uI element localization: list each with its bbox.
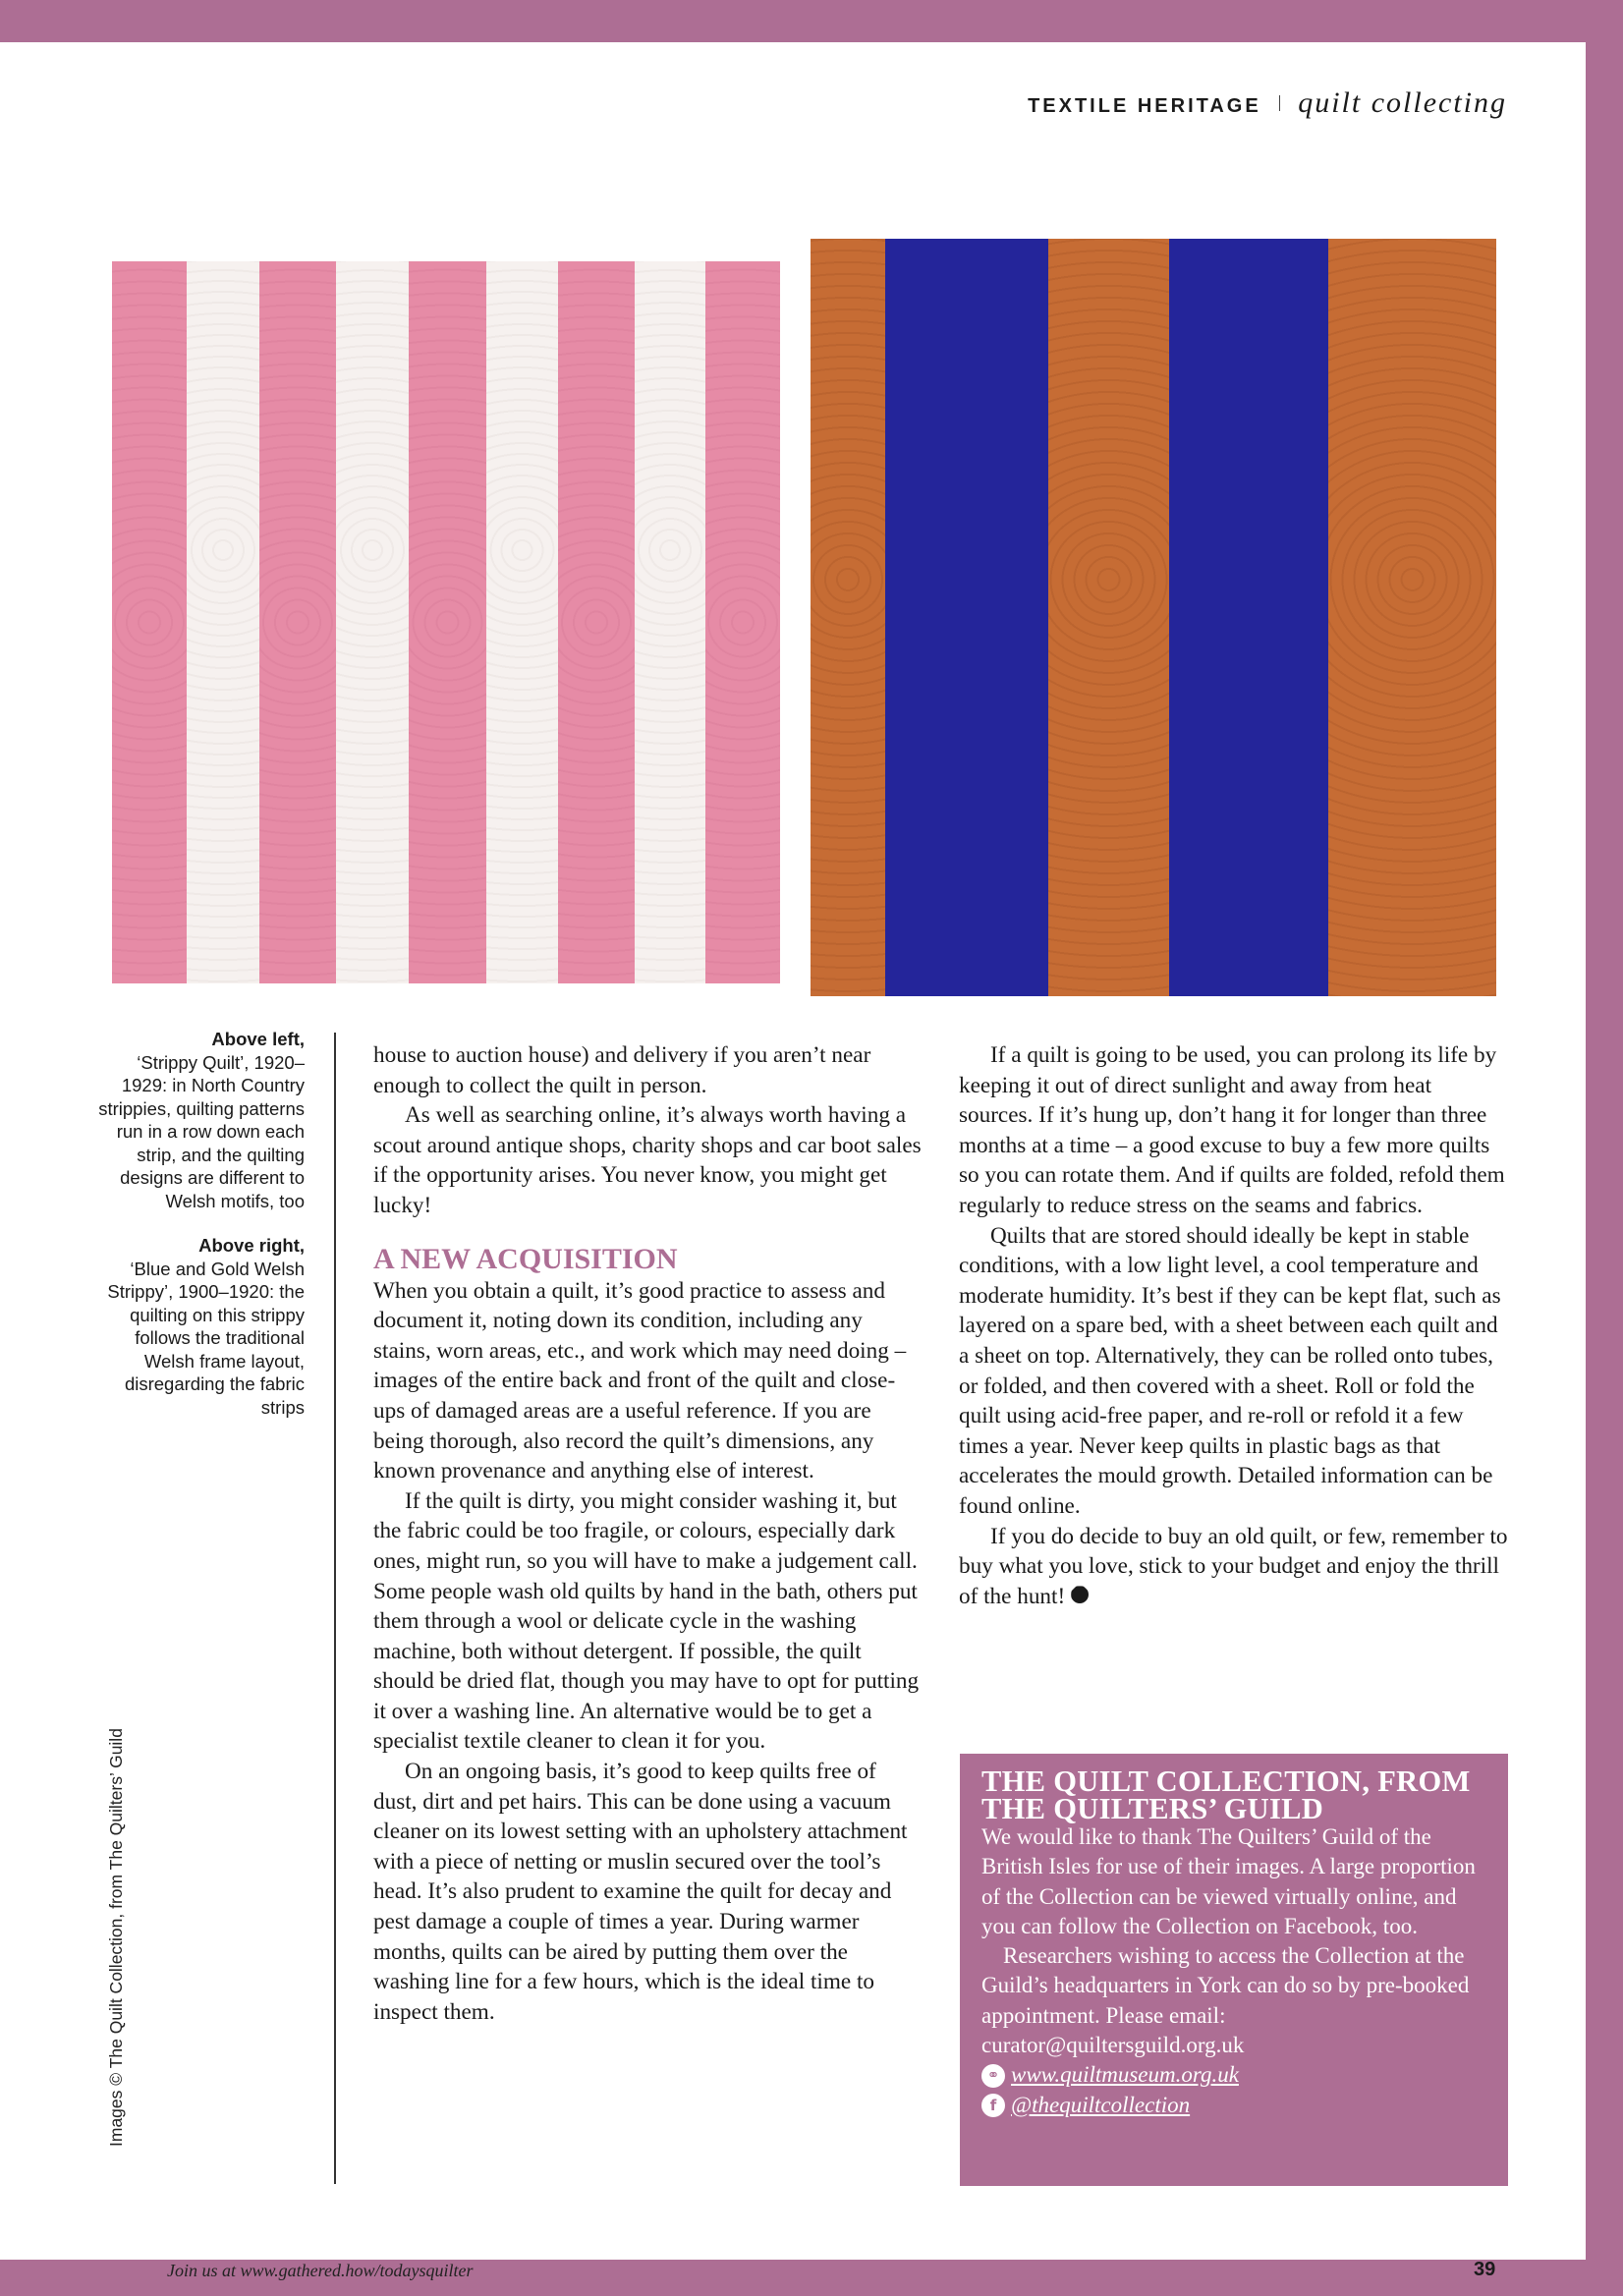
- end-mark-icon: [1071, 1586, 1089, 1603]
- box-paragraph: We would like to thank The Quilters’ Guild of the British Isles for use of their images. A large proportion of the Collection can be viewed virtually online, and you can follow the Collection on Facebook, too.: [981, 1824, 1476, 1938]
- quilt-stripe-blue: [1169, 239, 1328, 996]
- strippy-quilt-image: [112, 261, 780, 983]
- paragraph: house to auction house) and delivery if you aren’t near enough to collect the quilt in person.: [373, 1042, 871, 1098]
- quilt-stripe-blue: [885, 239, 1048, 996]
- blue-gold-welsh-strippy-image: [811, 239, 1496, 996]
- quilt-stripe-orange: [1048, 239, 1169, 996]
- paragraph: When you obtain a quilt, it’s good practice to assess and document it, noting down its condition, including any stains, worn areas, etc., and work which may need doing – images of the entire back and front of the quilt and close-ups of damaged areas are a useful reference. If you are being thorough, also record the quilt’s dimensions, any known provenance and anything else of interest.: [373, 1277, 907, 1484]
- quilt-collection-box: [960, 1754, 1508, 2186]
- quilt-stripe-white: [486, 261, 558, 983]
- box-paragraph: Researchers wishing to access the Collection at the Guild’s headquarters in York can do so by pre-booked appointment. Please email: curator@quiltersguild.org.uk: [981, 1943, 1470, 2058]
- image-credit: Images © The Quilt Collection, from The Quilters’ Guild: [106, 1728, 126, 2147]
- facebook-link[interactable]: @thequiltcollection: [1011, 2092, 1191, 2117]
- quilt-stripe-white: [635, 261, 705, 983]
- article-column-1: [373, 1040, 923, 2027]
- facebook-icon: f: [981, 2094, 1005, 2117]
- header-divider: [1279, 95, 1281, 111]
- caption-text: ‘Blue and Gold Welsh Strippy’, 1900–1920: the quilting on this strippy follows the traditional Welsh frame layout, disregarding the fabric strips: [107, 1258, 305, 1418]
- footer-join: Join us at www.gathered.how/todaysquilter: [167, 2261, 474, 2280]
- caption-text: ‘Strippy Quilt’, 1920–1929: in North Country strippies, quilting patterns run in a row down each strip, and the quilting designs are different to Welsh motifs, too: [98, 1051, 305, 1211]
- quilt-stripe-white: [187, 261, 258, 983]
- caption-label: Above right,: [198, 1235, 305, 1256]
- facebook-row: [981, 2091, 1486, 2120]
- paragraph: As well as searching online, it’s always worth having a scout around antique shops, charity shops and car boot sales if the opportunity arises. You never know, you might get lucky!: [373, 1102, 922, 1218]
- topic-name: quilt collecting: [1298, 86, 1507, 119]
- website-link[interactable]: www.quiltmuseum.org.uk: [1011, 2062, 1239, 2088]
- magazine-page: [0, 42, 1586, 2280]
- caption-label: Above left,: [211, 1029, 305, 1049]
- box-title: THE QUILT COLLECTION, FROM THE QUILTERS’ GUILD: [981, 1764, 1471, 1825]
- quilt-stripe-pink: [705, 261, 780, 983]
- paragraph-text: If you do decide to buy an old quilt, or few, remember to buy what you love, stick to your budget and enjoy the thrill of the hunt!: [959, 1523, 1508, 1609]
- column-divider: [334, 1033, 336, 2184]
- caption-left: [98, 1028, 305, 1212]
- paragraph: If a quilt is going to be used, you can prolong its life by keeping it out of direct sunlight and away from heat sources. If it’s hung up, don’t hang it for longer than three months at a time – a good excuse to buy a few more quilts so you can rotate them. And if quilts are folded, refold them regularly to reduce stress on the seams and fabrics.: [959, 1042, 1505, 1218]
- quilt-stripe-orange: [1328, 239, 1496, 996]
- quilt-stripe-pink: [259, 261, 337, 983]
- image-captions: [98, 1028, 305, 1440]
- article-column-2: [959, 1040, 1509, 1611]
- quilt-stripe-pink: [409, 261, 486, 983]
- caption-right: [98, 1234, 305, 1419]
- subheading: A NEW ACQUISITION: [373, 1242, 678, 1275]
- website-row: [981, 2060, 1486, 2090]
- section-name: TEXTILE HERITAGE: [1028, 95, 1261, 117]
- paragraph: If the quilt is dirty, you might consider washing it, but the fabric could be too fragile, or colours, especially dark ones, might run, so you will have to make a judgement call. Some people wash old quilts by hand in the bath, others put them through a wool or delicate cycle in the washing machine, both without detergent. If possible, the quilt should be dried flat, though you may have to opt for putting it over a washing line. An alternative would be to get a specialist textile cleaner to clean it for you.: [373, 1487, 920, 1755]
- running-header: [1028, 86, 1507, 120]
- quilt-stripe-white: [336, 261, 408, 983]
- quilt-stripe-pink: [112, 261, 187, 983]
- paragraph-final: [959, 1522, 1509, 1612]
- quilt-stripe-pink: [558, 261, 635, 983]
- page-number: 39: [1474, 2259, 1496, 2280]
- link-icon: ⚭: [981, 2064, 1005, 2088]
- paragraph: On an ongoing basis, it’s good to keep quilts free of dust, dirt and pet hairs. This can be done using a vacuum cleaner on its lowest setting with an upholstery attachment with a piece of netting or muslin secured over the tool’s head. It’s also prudent to examine the quilt for decay and pest damage a couple of times a year. During warmer months, quilts can be aired by putting them over the washing line for a few hours, which is the ideal time to inspect them.: [373, 1759, 908, 2025]
- quilt-stripe-orange: [811, 239, 885, 996]
- paragraph: Quilts that are stored should ideally be kept in stable conditions, with a low light level, a cool temperature and moderate humidity. It’s best if they can be kept flat, such as layered on a spare bed, with a sheet between each quilt and a sheet on top. Alternatively, they can be rolled onto tubes, or folded, and then covered with a sheet. Roll or fold the quilt using acid-free paper, and re-roll or refold it a few times a year. Never keep quilts in plastic bags as that accelerates the mould growth. Detailed information can be found online.: [959, 1222, 1501, 1519]
